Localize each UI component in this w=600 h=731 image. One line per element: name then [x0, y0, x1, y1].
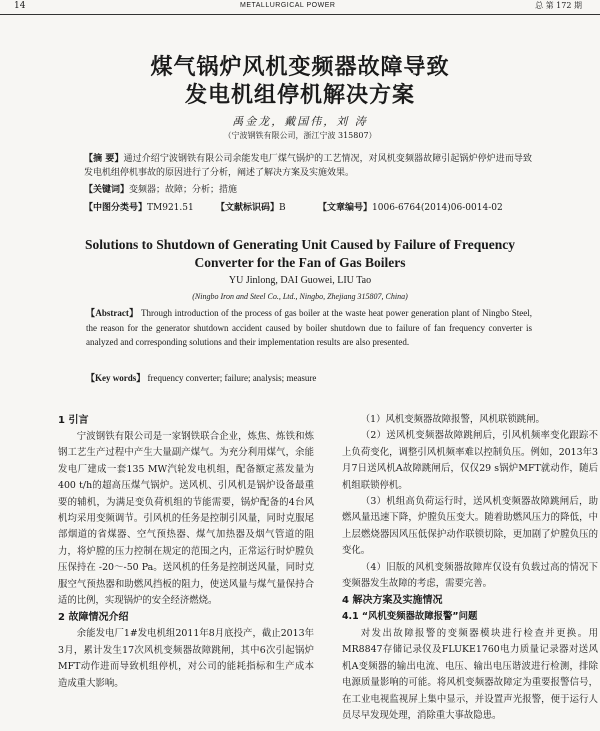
clc-value: TM921.51	[147, 203, 194, 213]
art-value: 1006-6764(2014)06-0014-02	[372, 203, 503, 213]
keywords-en-label: 【Key words】	[86, 373, 146, 383]
authors-en: YU Jinlong, DAI Guowei, LIU Tao	[228, 275, 372, 286]
section-2-paragraph: 余能发电厂1#发电机组2011年8月底投产，截止2013年3月，累计发生17次风机变频器故障跳闸，其中6次引起锅炉MFT动作进而导致机组停机，对公司的能耗指标和生产成本造成重大影响。	[58, 628, 314, 689]
section-1-heading: 1 引言	[58, 415, 89, 426]
section-1-paragraph: 宁波钢铁有限公司是一家钢铁联合企业，炼焦、炼铁和炼钢工艺生产过程中产生大量副产煤气。为充分利用煤气，余能发电厂建成一套135 MW汽轮发电机组，配备额定蒸发量为400 t/h的超高压煤气锅炉。送风机、引风机是锅炉设备最重要的辅机，为满足变负荷机组的节能需要，锅炉配备的4台风机均采用变频调节。引风机的任务是控制引风量，同时克服尾部烟道的省煤器、空气预热器、煤气加热器及烟气管道的阻力，将炉膛的压力控制在规定的范围之内，正常运行时炉膛负压保持在 -20～-50 Pa。送风机的任务是控制送风量，同时克服空气预热器和助燃风挡板的阻力，使送风量与煤气量保持合适的比例，实现锅炉的安全经济燃烧。	[58, 431, 314, 607]
section-4-1-heading: 4.1 “风机变频器故障报警”问题	[342, 611, 478, 623]
title-en-line-2: Converter for the Fan of Gas Boilers	[194, 255, 406, 270]
keywords-cn-text: 变频器；故障；分析；措施	[129, 185, 238, 195]
title-cn-line-2: 发电机组停机解决方案	[184, 83, 415, 108]
doc-value: B	[279, 203, 286, 213]
abstract-cn-text: 通过介绍宁波钢铁有限公司余能发电厂煤气锅炉的工艺情况，对风机变频器故障引起锅炉停炉进而导致发电机组停机事故的原因进行了分析，阐述了解决方案及实施效果。	[84, 154, 532, 178]
authors-cn: 禹金龙，戴国伟，刘 涛	[232, 115, 368, 128]
list-item-4: （4）旧版的风机变频器故障库仅设有负载过高的情况下变频器发生故障的考虑，需要完善。	[342, 561, 598, 590]
issue-number: 总 第 172 期	[535, 1, 582, 10]
left-column	[58, 412, 314, 692]
list-item-1: （1）风机变频器故障报警，风机联锁跳闸。	[360, 414, 545, 425]
doc-label: 【文献标识码】	[216, 203, 280, 213]
page-header	[0, 0, 600, 15]
list-item-2: （2）送风机变频器故障跳闸后，引风机频率变化跟踪不上负荷变化，调整引风机频率难以控制负压。例如，2013年3月7日送风机A故障跳闸后，仅仅29 s锅炉MFT就动作，随后机组联锁停机。	[342, 430, 598, 491]
keywords-cn-label: 【关键词】	[84, 185, 130, 195]
abstract-en-label: 【Abstract】	[86, 308, 139, 318]
clc-code	[84, 202, 194, 215]
abstract-cn-label: 【摘 要】	[84, 154, 124, 164]
abstract-en	[86, 306, 532, 350]
section-4-1-paragraph: 对发出故障报警的变频器模块进行检查并更换。用MR8847存储记录仪及FLUKE1760电力质量记录器对送风机A变频器的输出电流、电压、输出电压谐波进行检测，排除电源质量影响的可能。将风机变频器故障定为重要报警信号，在工业电视监视屏上集中显示，并设置声光报警，便于运行人员尽早发现处理，消除重大事故隐患。	[342, 627, 598, 721]
affiliation-cn: （宁波钢铁有限公司，浙江宁波 315807）	[223, 131, 377, 140]
clc-label: 【中图分类号】	[84, 203, 148, 213]
keywords-en	[86, 372, 532, 385]
page-number: 14	[14, 1, 26, 11]
abstract-en-text: Through introduction of the process of gas boiler at the waste heat power generation plant of Ningbo Steel, the reason for the generator shutdown accident caused by boiler shutdown due to failure of fan frequency converter is analyzed and corresponding solutions and their implementation results are also presented.	[86, 308, 532, 347]
affiliation-en: (Ningbo Iron and Steel Co., Ltd., Ningbo, Zhejiang 315807, China)	[192, 292, 408, 301]
list-item-3: （3）机组高负荷运行时，送风机变频器故障跳闸后，助燃风量迅速下降，炉膛负压变大。随着助燃风压力的降低，中上层燃烧器因风压低保护动作联锁切除，更加剧了炉膛负压的变化。	[342, 496, 598, 557]
section-4-heading: 4 解决方案及实施情况	[342, 595, 443, 607]
keywords-en-text: frequency converter; failure; analysis; measure	[147, 373, 317, 383]
right-column	[342, 412, 598, 724]
art-label: 【文章编号】	[318, 203, 373, 213]
title-cn-line-1: 煤气锅炉风机变频器故障导致	[150, 55, 450, 80]
article-number	[318, 202, 503, 215]
section-2-heading: 2 故障情况介绍	[58, 612, 129, 624]
title-en-line-1: Solutions to Shutdown of Generating Unit Caused by Failure of Frequency	[84, 237, 516, 252]
keywords-cn	[84, 184, 532, 197]
journal-name: METALLURGICAL POWER	[240, 2, 336, 9]
abstract-cn	[84, 153, 532, 180]
doc-code	[216, 202, 286, 215]
